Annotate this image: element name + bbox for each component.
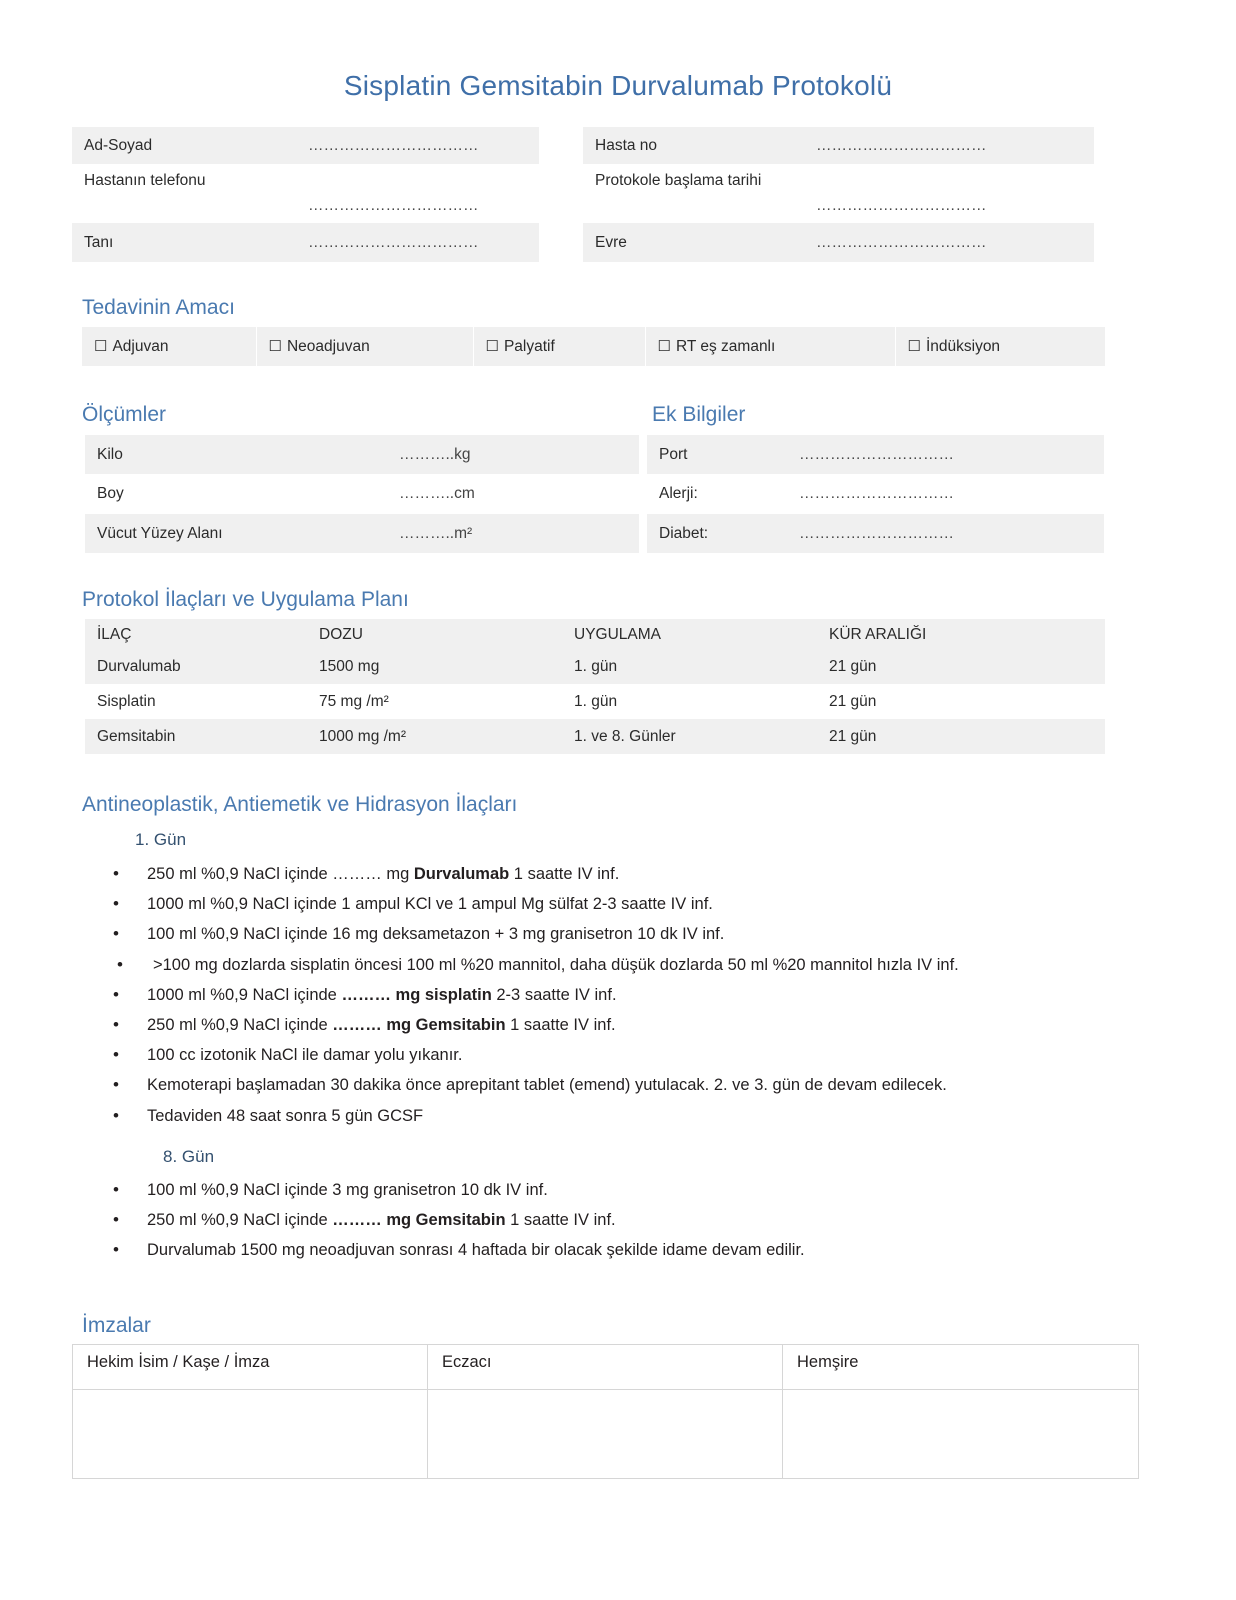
list-item (113, 1040, 1183, 1070)
signature-col-header-hekim: Hekim İsim / Kaşe / İmza (73, 1345, 428, 1390)
spacer-cell (539, 223, 583, 262)
patient-value-hasta-no[interactable]: …………………………… (804, 127, 1094, 164)
list-item (113, 1070, 1183, 1100)
bullet-icon: • (113, 1015, 119, 1035)
list-item-text-post: 2-3 saatte IV inf. (491, 985, 617, 1004)
table-row (73, 1390, 1139, 1479)
bullet-icon: • (113, 924, 119, 944)
list-item (113, 1235, 1183, 1265)
checkbox-icon[interactable]: ☐ (268, 338, 282, 355)
list-item (113, 1175, 1183, 1205)
list-item-text-bold: ……… mg Gemsitabin (332, 1211, 506, 1230)
patient-label-baslama-tarihi: Protokole başlama tarihi (583, 164, 804, 223)
measurements-table (85, 435, 639, 553)
patient-label-ad-soyad: Ad-Soyad (72, 127, 296, 164)
measurement-label-boy: Boy (85, 474, 387, 514)
day1-drug-list (113, 859, 1183, 1131)
spacer-cell (587, 514, 639, 553)
patient-value-tani[interactable]: …………………………… (296, 223, 539, 262)
list-item-text-bold: ……… mg Gemsitabin (332, 1016, 506, 1035)
spacer-cell (539, 164, 583, 223)
spacer-cell (587, 435, 639, 474)
list-item (113, 889, 1183, 919)
measurement-label-kilo: Kilo (85, 435, 387, 474)
list-item-text-pre: 250 ml %0,9 NaCl içinde (147, 1016, 333, 1035)
measurement-value-vucut-yuzey-alani[interactable]: ………..m² (387, 514, 587, 553)
section-heading-measurements: Ölçümler (82, 403, 167, 426)
protocol-col-header-dozu: DOZU (307, 619, 562, 650)
extra-info-label-diabet: Diabet: (647, 514, 787, 553)
table-row (85, 684, 1105, 719)
checkbox-label: Adjuvan (112, 338, 169, 355)
measurement-value-kilo[interactable]: ………..kg (387, 435, 587, 474)
protocol-drugs-table (85, 619, 1105, 754)
list-item-text-pre: 1000 ml %0,9 NaCl içinde (147, 985, 342, 1004)
patient-value-baslama-tarihi[interactable]: …………………………… (804, 164, 1094, 223)
section-heading-signatures: İmzalar (82, 1314, 151, 1337)
protocol-drug-dose: 75 mg /m² (307, 684, 562, 719)
bullet-icon: • (117, 954, 123, 974)
patient-label-telefon: Hastanın telefonu (72, 164, 296, 223)
signature-col-header-eczaci: Eczacı (428, 1345, 783, 1390)
protocol-col-header-uygulama: UYGULAMA (562, 619, 817, 650)
table-row (647, 514, 1104, 553)
list-item-text-post: 1 saatte IV inf. (505, 1211, 616, 1230)
spacer-cell (587, 474, 639, 514)
measurement-label-vucut-yuzey-alani: Vücut Yüzey Alanı (85, 514, 387, 553)
extra-info-value-alerji[interactable]: ………………………… (787, 474, 1104, 514)
list-item (113, 980, 1183, 1010)
bullet-icon: • (113, 1210, 119, 1230)
list-item-text-pre: >100 mg dozlarda sisplatin öncesi 100 ml %20 mannitol, daha düşük dozlarda 50 ml %20 mannitol hızla IV inf. (153, 955, 959, 974)
table-row (72, 223, 1094, 262)
list-item (113, 1010, 1183, 1040)
checkbox-option-palyatif[interactable] (473, 327, 645, 366)
checkbox-icon[interactable]: ☐ (657, 338, 671, 355)
checkbox-option-neoadjuvan[interactable] (256, 327, 473, 366)
bullet-icon: • (113, 1105, 119, 1125)
table-row (647, 435, 1104, 474)
protocol-drug-dose: 1500 mg (307, 650, 562, 684)
signature-field-hemsire[interactable] (783, 1390, 1139, 1479)
list-item-text-pre: Tedaviden 48 saat sonra 5 gün GCSF (147, 1106, 424, 1125)
list-item-text-pre: 100 cc izotonik NaCl ile damar yolu yıkanır. (147, 1046, 463, 1065)
checkbox-label: RT eş zamanlı (675, 338, 776, 355)
bullet-icon: • (113, 1180, 119, 1199)
signature-field-eczaci[interactable] (428, 1390, 783, 1479)
section-heading-treatment-goal: Tedavinin Amacı (82, 296, 235, 319)
table-header-row (85, 619, 1105, 650)
protocol-drug-name: Sisplatin (85, 684, 307, 719)
spacer-cell (539, 127, 583, 164)
checkbox-option-induksiyon[interactable] (895, 327, 1105, 366)
list-item-text-post: 1 saatte IV inf. (505, 1016, 616, 1035)
patient-info-table (72, 127, 1094, 262)
list-item-text-pre: 1000 ml %0,9 NaCl içinde 1 ampul KCl ve 1 ampul Mg sülfat 2-3 saatte IV inf. (147, 895, 713, 914)
table-row (85, 650, 1105, 684)
table-row (647, 474, 1104, 514)
protocol-drug-name: Gemsitabin (85, 719, 307, 754)
extra-info-value-diabet[interactable]: ………………………… (787, 514, 1104, 553)
protocol-col-header-kur-araligi: KÜR ARALIĞI (817, 619, 1105, 650)
protocol-drug-name: Durvalumab (85, 650, 307, 684)
signatures-table (72, 1344, 1139, 1479)
protocol-drug-interval: 21 gün (817, 719, 1105, 754)
bullet-icon: • (113, 894, 119, 914)
checkbox-icon[interactable]: ☐ (94, 338, 108, 355)
table-row (85, 474, 639, 514)
table-row (85, 435, 639, 474)
extra-info-label-port: Port (647, 435, 787, 474)
day-label-8: 8. Gün (163, 1147, 215, 1166)
table-header-row (73, 1345, 1139, 1390)
protocol-drug-interval: 21 gün (817, 684, 1105, 719)
bullet-icon: • (113, 1075, 119, 1095)
patient-value-evre[interactable]: …………………………… (804, 223, 1094, 262)
protocol-drug-application: 1. ve 8. Günler (562, 719, 817, 754)
patient-value-ad-soyad[interactable]: …………………………… (296, 127, 539, 164)
extra-info-value-port[interactable]: ………………………… (787, 435, 1104, 474)
list-item-text-bold: Durvalumab (413, 865, 510, 883)
list-item-text-pre: 250 ml %0,9 NaCl içinde (147, 1211, 333, 1230)
list-item-text-pre: Kemoterapi başlamadan 30 dakika önce aprepitant tablet (emend) yutulacak. 2. ve 3. gün de devam edilecek. (147, 1076, 947, 1095)
section-heading-drug-plan: Antineoplastik, Antiemetik ve Hidrasyon İlaçları (82, 793, 518, 816)
day8-drug-list (113, 1175, 1183, 1266)
checkbox-label: İndüksiyon (925, 338, 1001, 355)
table-row (82, 327, 1105, 366)
table-row (85, 514, 639, 553)
table-row (72, 164, 1094, 223)
bullet-icon: • (113, 1240, 119, 1260)
list-item-text-pre: Durvalumab 1500 mg neoadjuvan sonrası 4 haftada bir olacak şekilde idame devam edilir. (147, 1241, 805, 1260)
list-item (113, 1205, 1183, 1235)
patient-value-telefon[interactable]: …………………………… (296, 164, 539, 223)
bullet-icon: • (113, 864, 119, 883)
protocol-drug-interval: 21 gün (817, 650, 1105, 684)
table-row (85, 719, 1105, 754)
extra-info-table (647, 435, 1104, 553)
treatment-goal-options (82, 327, 1105, 366)
extra-info-label-alerji: Alerji: (647, 474, 787, 514)
list-item (113, 950, 1183, 980)
signature-field-hekim[interactable] (73, 1390, 428, 1479)
bullet-icon: • (113, 984, 119, 1004)
checkbox-icon[interactable]: ☐ (485, 338, 499, 355)
list-item-text-pre: 250 ml %0,9 NaCl içinde ……… mg (147, 865, 414, 883)
checkbox-icon[interactable]: ☐ (907, 338, 921, 355)
list-item-text-pre: 100 ml %0,9 NaCl içinde 3 mg granisetron 10 dk IV inf. (147, 1181, 548, 1199)
protocol-drug-application: 1. gün (562, 650, 817, 684)
table-row (72, 127, 1094, 164)
protocol-drug-application: 1. gün (562, 684, 817, 719)
checkbox-label: Palyatif (503, 338, 555, 355)
patient-label-hasta-no: Hasta no (583, 127, 804, 164)
patient-label-evre: Evre (583, 223, 804, 262)
checkbox-label: Neoadjuvan (286, 338, 370, 355)
protocol-drug-dose: 1000 mg /m² (307, 719, 562, 754)
section-heading-protocol-drugs: Protokol İlaçları ve Uygulama Planı (82, 588, 409, 611)
checkbox-option-rt-es-zamanli[interactable] (645, 327, 895, 366)
list-item (113, 1101, 1183, 1131)
protocol-col-header-ilac: İLAÇ (85, 619, 307, 650)
list-item-text-post: 1 saatte IV inf. (509, 865, 620, 883)
list-item-text-pre: 100 ml %0,9 NaCl içinde 16 mg deksametazon + 3 mg granisetron 10 dk IV inf. (147, 925, 725, 944)
day-label-1: 1. Gün (135, 830, 187, 849)
list-item (113, 859, 1183, 889)
signature-col-header-hemsire: Hemşire (783, 1345, 1139, 1390)
page-title: Sisplatin Gemsitabin Durvalumab Protokolü (343, 70, 893, 101)
patient-label-tani: Tanı (72, 223, 296, 262)
section-heading-extra-info: Ek Bilgiler (652, 403, 746, 426)
checkbox-option-adjuvan[interactable] (82, 327, 256, 366)
list-item (113, 919, 1183, 949)
measurement-value-boy[interactable]: ………..cm (387, 474, 587, 514)
list-item-text-bold: ……… mg sisplatin (341, 985, 492, 1004)
bullet-icon: • (113, 1045, 119, 1065)
